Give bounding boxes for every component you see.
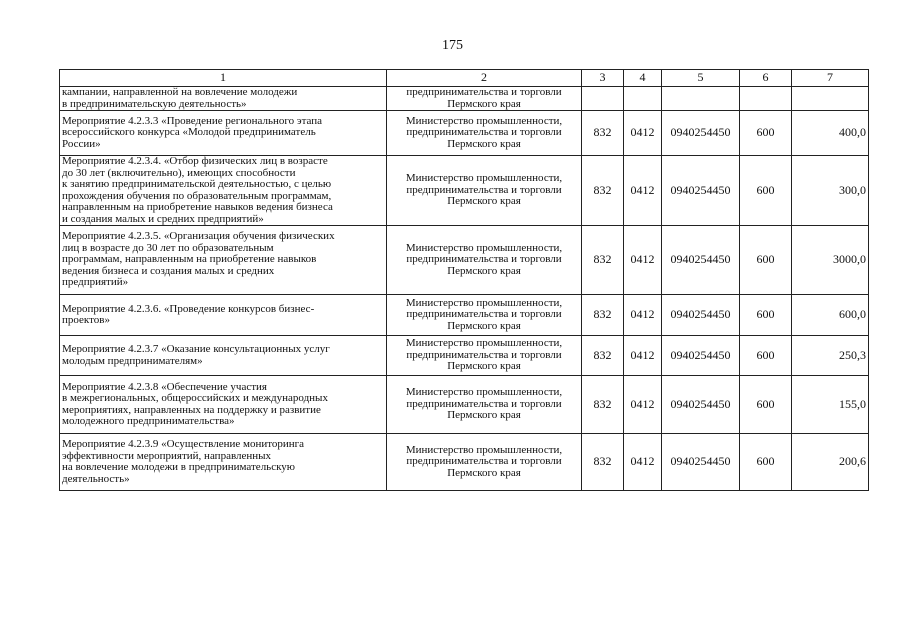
budget-code-cell <box>582 87 624 111</box>
amount-cell <box>792 87 869 111</box>
target-article-cell: 0940254450 <box>662 295 740 336</box>
budget-code-cell: 832 <box>582 156 624 226</box>
activity-name: Мероприятие 4.2.3.5. «Организация обучения физических лиц в возрасте до 30 лет по образовательным программам, направленным на приобретение навыков ведения бизнеса и создания малых и средних предприятий» <box>62 230 335 289</box>
column-number-header: 2 <box>387 70 582 87</box>
amount-cell: 300,0 <box>792 156 869 226</box>
section-code-cell: 0412 <box>624 156 662 226</box>
table-row <box>60 376 869 434</box>
column-number-header: 4 <box>624 70 662 87</box>
column-number-header: 7 <box>792 70 869 87</box>
budget-code-cell: 832 <box>582 295 624 336</box>
target-article-cell: 0940254450 <box>662 434 740 491</box>
executor-cell <box>387 295 582 336</box>
executor-name: Министерство промышленности, предпринимательства и торговли Пермского края <box>405 296 563 332</box>
table-row <box>60 111 869 156</box>
amount-cell: 155,0 <box>792 376 869 434</box>
activity-name: Мероприятие 4.2.3.6. «Проведение конкурсов бизнес- проектов» <box>62 302 315 326</box>
activity-name: кампании, направленной на вовлечение молодежи в предпринимательскую деятельность» <box>62 86 298 110</box>
amount-cell: 400,0 <box>792 111 869 156</box>
executor-cell <box>387 156 582 226</box>
activity-name: Мероприятие 4.2.3.4. «Отбор физических лиц в возрасте до 30 лет (включительно), имеющих способности к занятию предпринимательской деятельностью, с целью прохождения обучения по образовательным программам, направленным на приобретение навыков ведения бизнеса и создания малых и средних предприятий» <box>62 155 333 225</box>
expense-type-cell: 600 <box>740 376 792 434</box>
section-code-cell: 0412 <box>624 111 662 156</box>
expense-type-cell: 600 <box>740 434 792 491</box>
activity-name-cell <box>60 376 387 434</box>
target-article-cell: 0940254450 <box>662 226 740 295</box>
section-code-cell: 0412 <box>624 376 662 434</box>
budget-code-cell: 832 <box>582 111 624 156</box>
table-row <box>60 295 869 336</box>
section-code-cell <box>624 87 662 111</box>
budget-code-cell: 832 <box>582 376 624 434</box>
executor-name: Министерство промышленности, предпринимательства и торговли Пермского края <box>405 337 563 373</box>
column-number-row <box>60 70 869 87</box>
target-article-cell <box>662 87 740 111</box>
amount-cell: 250,3 <box>792 336 869 376</box>
column-number-header: 3 <box>582 70 624 87</box>
table-row <box>60 226 869 295</box>
executor-name: Министерство промышленности, предпринимательства и торговли Пермского края <box>405 114 563 150</box>
activity-name: Мероприятие 4.2.3.9 «Осуществление мониторинга эффективности мероприятий, направленных на вовлечение молодежи в предпринимательскую деятельность» <box>62 438 305 485</box>
executor-name: Министерство промышленности, предпринимательства и торговли Пермского края <box>405 241 563 277</box>
activity-name-cell <box>60 336 387 376</box>
expense-type-cell: 600 <box>740 336 792 376</box>
expense-type-cell: 600 <box>740 111 792 156</box>
activity-name-cell <box>60 156 387 226</box>
target-article-cell: 0940254450 <box>662 336 740 376</box>
budget-code-cell: 832 <box>582 434 624 491</box>
activity-name: Мероприятие 4.2.3.3 «Проведение регионального этапа всероссийского конкурса «Молодой предприниматель России» <box>62 114 323 150</box>
executor-cell <box>387 87 582 111</box>
executor-cell <box>387 111 582 156</box>
executor-name: Министерство промышленности, предпринимательства и торговли Пермского края <box>405 443 563 479</box>
amount-cell: 200,6 <box>792 434 869 491</box>
expense-type-cell <box>740 87 792 111</box>
column-number-header: 1 <box>60 70 387 87</box>
activity-name: Мероприятие 4.2.3.8 «Обеспечение участия в межрегиональных, общероссийских и международных мероприятиях, направленных на поддержку и развитие молодежного предпринимательства» <box>62 380 328 427</box>
section-code-cell: 0412 <box>624 336 662 376</box>
section-code-cell: 0412 <box>624 226 662 295</box>
expense-type-cell: 600 <box>740 226 792 295</box>
executor-name: предпринимательства и торговли Пермского края <box>406 86 562 110</box>
table-row <box>60 156 869 226</box>
executor-cell <box>387 336 582 376</box>
column-number-header: 5 <box>662 70 740 87</box>
budget-code-cell: 832 <box>582 336 624 376</box>
budget-table <box>59 69 869 491</box>
section-code-cell: 0412 <box>624 434 662 491</box>
executor-cell <box>387 226 582 295</box>
activity-name-cell <box>60 226 387 295</box>
table-row <box>60 87 869 111</box>
activity-name-cell <box>60 111 387 156</box>
executor-name: Министерство промышленности, предпринимательства и торговли Пермского края <box>405 386 563 422</box>
target-article-cell: 0940254450 <box>662 111 740 156</box>
target-article-cell: 0940254450 <box>662 376 740 434</box>
activity-name-cell <box>60 295 387 336</box>
expense-type-cell: 600 <box>740 295 792 336</box>
table-row <box>60 434 869 491</box>
budget-code-cell: 832 <box>582 226 624 295</box>
executor-cell <box>387 376 582 434</box>
column-number-header: 6 <box>740 70 792 87</box>
amount-cell: 600,0 <box>792 295 869 336</box>
section-code-cell: 0412 <box>624 295 662 336</box>
page-number: 175 <box>442 38 463 53</box>
table-row <box>60 336 869 376</box>
target-article-cell: 0940254450 <box>662 156 740 226</box>
activity-name: Мероприятие 4.2.3.7 «Оказание консультационных услуг молодым предпринимателям» <box>62 343 330 367</box>
executor-name: Министерство промышленности, предпринимательства и торговли Пермского края <box>405 172 563 208</box>
expense-type-cell: 600 <box>740 156 792 226</box>
amount-cell: 3000,0 <box>792 226 869 295</box>
activity-name-cell <box>60 87 387 111</box>
executor-cell <box>387 434 582 491</box>
activity-name-cell <box>60 434 387 491</box>
